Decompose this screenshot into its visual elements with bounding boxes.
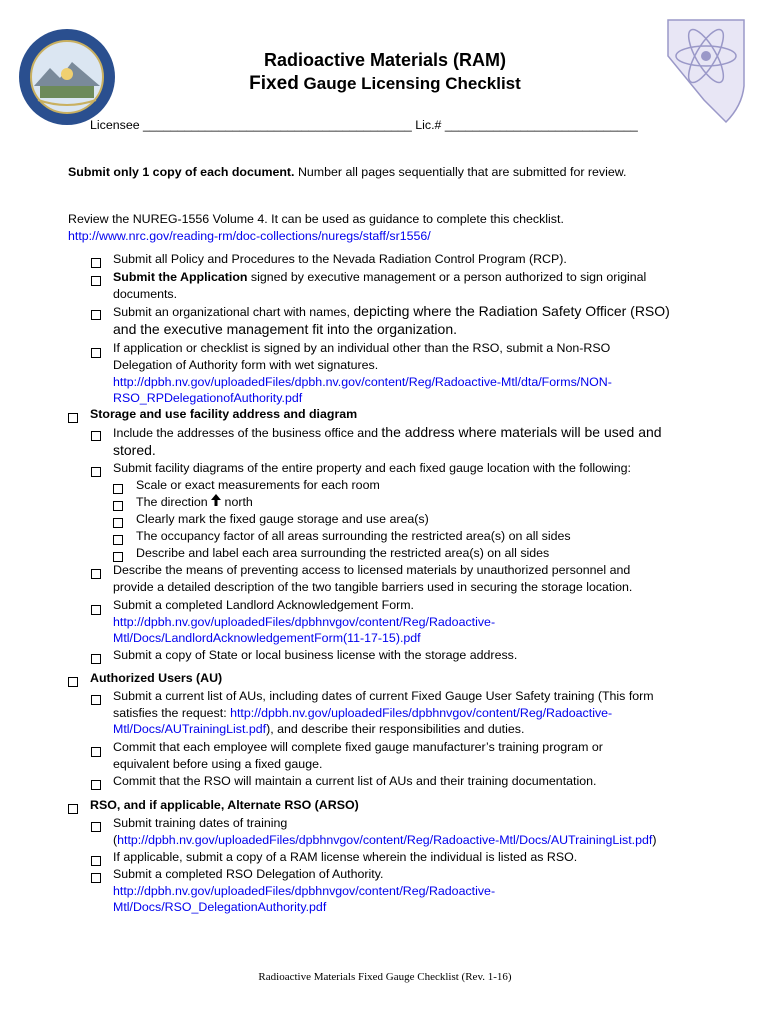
item-non-rso-line2: Delegation of Authority form with wet signatures.: [113, 358, 379, 372]
landlord-link-2[interactable]: Mtl/Docs/LandlordAcknowledgementForm(11-17-15).pdf: [113, 631, 421, 645]
rso-license-copy: If applicable, submit a copy of a RAM license wherein the individual is listed as RSO.: [113, 850, 578, 864]
north-arrow-icon: [211, 494, 221, 511]
checkbox[interactable]: [91, 569, 101, 579]
rso-delegation: Submit a completed RSO Delegation of Authority.: [113, 867, 384, 881]
checkbox[interactable]: [68, 804, 78, 814]
item-application-line2: documents.: [113, 287, 178, 301]
au-current-list-line2: [113, 705, 612, 722]
storage-prevent-access-line2: provide a detailed description of the two tangible barriers used in securing the storage location.: [113, 580, 633, 594]
item-org-b: depicting where the Radiation Safety Officer (RSO): [353, 303, 670, 319]
checkbox[interactable]: [91, 348, 101, 358]
rso-delegation-link-2[interactable]: Mtl/Docs/RSO_DelegationAuthority.pdf: [113, 900, 327, 914]
checkbox[interactable]: [91, 695, 101, 705]
title-rest: Gauge Licensing Checklist: [298, 74, 521, 93]
storage-addresses: [113, 424, 662, 442]
checkbox[interactable]: [91, 822, 101, 832]
page-subtitle: [0, 73, 770, 95]
checkbox[interactable]: [68, 413, 78, 423]
rso-paren-open: (: [113, 833, 118, 847]
item-org-a: Submit an organizational chart with names,: [113, 305, 354, 319]
storage-heading: Storage and use facility address and diagram: [90, 407, 358, 421]
checkbox[interactable]: [91, 310, 101, 320]
checkbox[interactable]: [91, 276, 101, 286]
radiation-program-logo: [664, 16, 750, 126]
storage-addr-b: the address where materials will be used and: [381, 424, 662, 440]
sub-mark-area: Clearly mark the fixed gauge storage and use area(s): [136, 512, 429, 526]
rso-heading: RSO, and if applicable, Alternate RSO (ARSO): [90, 798, 359, 812]
au-current-list-line3: [113, 721, 524, 738]
au-commit-training: Commit that each employee will complete fixed gauge manufacturer’s training program or: [113, 740, 603, 754]
review-text: Review the NUREG-1556 Volume 4. It can be used as guidance to complete this checklist.: [68, 212, 564, 226]
checkbox[interactable]: [113, 552, 123, 562]
checkbox[interactable]: [113, 518, 123, 528]
au-heading: Authorized Users (AU): [90, 671, 223, 685]
checkbox[interactable]: [91, 654, 101, 664]
au-commit-rso-list: Commit that the RSO will maintain a current list of AUs and their training documentation.: [113, 774, 597, 788]
sub-direction-b: north: [224, 495, 253, 509]
item-policy: Submit all Policy and Procedures to the Nevada Radiation Control Program (RCP).: [113, 252, 567, 266]
checkbox[interactable]: [91, 258, 101, 268]
item-org-chart: [113, 303, 670, 321]
rso-paren-close: ): [652, 833, 657, 847]
au-describe: ), and describe their responsibilities and duties.: [266, 722, 525, 736]
checkbox[interactable]: [91, 780, 101, 790]
non-rso-link-1[interactable]: http://dpbh.nv.gov/uploadedFiles/dpbh.nv.gov/content/Reg/Radoactive-Mtl/dta/Forms/NON-: [113, 375, 612, 389]
sub-occupancy: The occupancy factor of all areas surrounding the restricted area(s) on all sides: [136, 529, 571, 543]
checkbox[interactable]: [91, 605, 101, 615]
rso-training-dates: Submit training dates of training: [113, 816, 288, 830]
sub-direction-a: The direction: [136, 495, 208, 509]
submit-note-rest: Number all pages sequentially that are submitted for review.: [294, 165, 627, 179]
rso-delegation-link-1[interactable]: http://dpbh.nv.gov/uploadedFiles/dpbhnvgov/content/Reg/Radoactive-: [113, 884, 496, 898]
storage-landlord: Submit a completed Landlord Acknowledgement Form.: [113, 598, 414, 612]
sub-scale: Scale or exact measurements for each room: [136, 478, 380, 492]
checkbox[interactable]: [113, 535, 123, 545]
rso-training-link[interactable]: http://dpbh.nv.gov/uploadedFiles/dpbhnvgov/content/Reg/Radoactive-Mtl/Docs/AUTrainingList.pdf: [117, 833, 653, 847]
storage-addr-a: Include the addresses of the business office and: [113, 426, 382, 440]
storage-prevent-access: Describe the means of preventing access to licensed materials by unauthorized personnel and: [113, 563, 631, 577]
storage-business-license: Submit a copy of State or local business license with the storage address.: [113, 648, 518, 662]
au-commit-training-line2: equivalent before using a fixed gauge.: [113, 757, 323, 771]
checkbox[interactable]: [113, 501, 123, 511]
item-application: [113, 269, 646, 286]
submit-note: [68, 164, 626, 181]
storage-addresses-line2: stored.: [113, 442, 156, 458]
item-application-rest: signed by executive management or a person authorized to sign original: [247, 270, 647, 284]
au-current-list: Submit a current list of AUs, including dates of current Fixed Gauge User Safety training (This form: [113, 689, 654, 703]
checkbox[interactable]: [91, 856, 101, 866]
non-rso-link-2[interactable]: RSO_RPDelegationofAuthority.pdf: [113, 391, 303, 405]
nureg-link[interactable]: http://www.nrc.gov/reading-rm/doc-collections/nuregs/staff/sr1556/: [68, 229, 431, 243]
checkbox[interactable]: [91, 431, 101, 441]
sub-direction: [136, 494, 253, 511]
title-fixed: Fixed: [249, 73, 299, 94]
submit-note-bold: Submit only 1 copy of each document.: [68, 165, 295, 179]
item-non-rso: If application or checklist is signed by an individual other than the RSO, submit a Non-RSO: [113, 341, 611, 355]
checkbox[interactable]: [91, 873, 101, 883]
au-training-link-2[interactable]: Mtl/Docs/AUTrainingList.pdf: [113, 722, 267, 736]
storage-diagrams: Submit facility diagrams of the entire property and each fixed gauge location with the following:: [113, 461, 631, 475]
checkbox[interactable]: [91, 747, 101, 757]
page-title: Radioactive Materials (RAM): [263, 50, 507, 70]
item-org-line2: and the executive management fit into the organization.: [113, 321, 457, 337]
au-training-link-1[interactable]: http://dpbh.nv.gov/uploadedFiles/dpbhnvgov/content/Reg/Radoactive-: [230, 706, 613, 720]
item-application-bold: Submit the Application: [113, 270, 248, 284]
au-satisfies: satisfies the request:: [113, 706, 231, 720]
landlord-link-1[interactable]: http://dpbh.nv.gov/uploadedFiles/dpbhnvgov/content/Reg/Radoactive-: [113, 615, 496, 629]
licensee-line: Licensee _______________________________________ Lic.# ____________________________: [90, 118, 638, 132]
sub-describe-areas: Describe and label each area surrounding the restricted area(s) on all sides: [136, 546, 550, 560]
checkbox[interactable]: [91, 467, 101, 477]
checkbox[interactable]: [113, 484, 123, 494]
checkbox[interactable]: [68, 677, 78, 687]
rso-training-link-line: [113, 832, 656, 849]
page-footer: Radioactive Materials Fixed Gauge Checklist (Rev. 1-16): [258, 971, 512, 983]
